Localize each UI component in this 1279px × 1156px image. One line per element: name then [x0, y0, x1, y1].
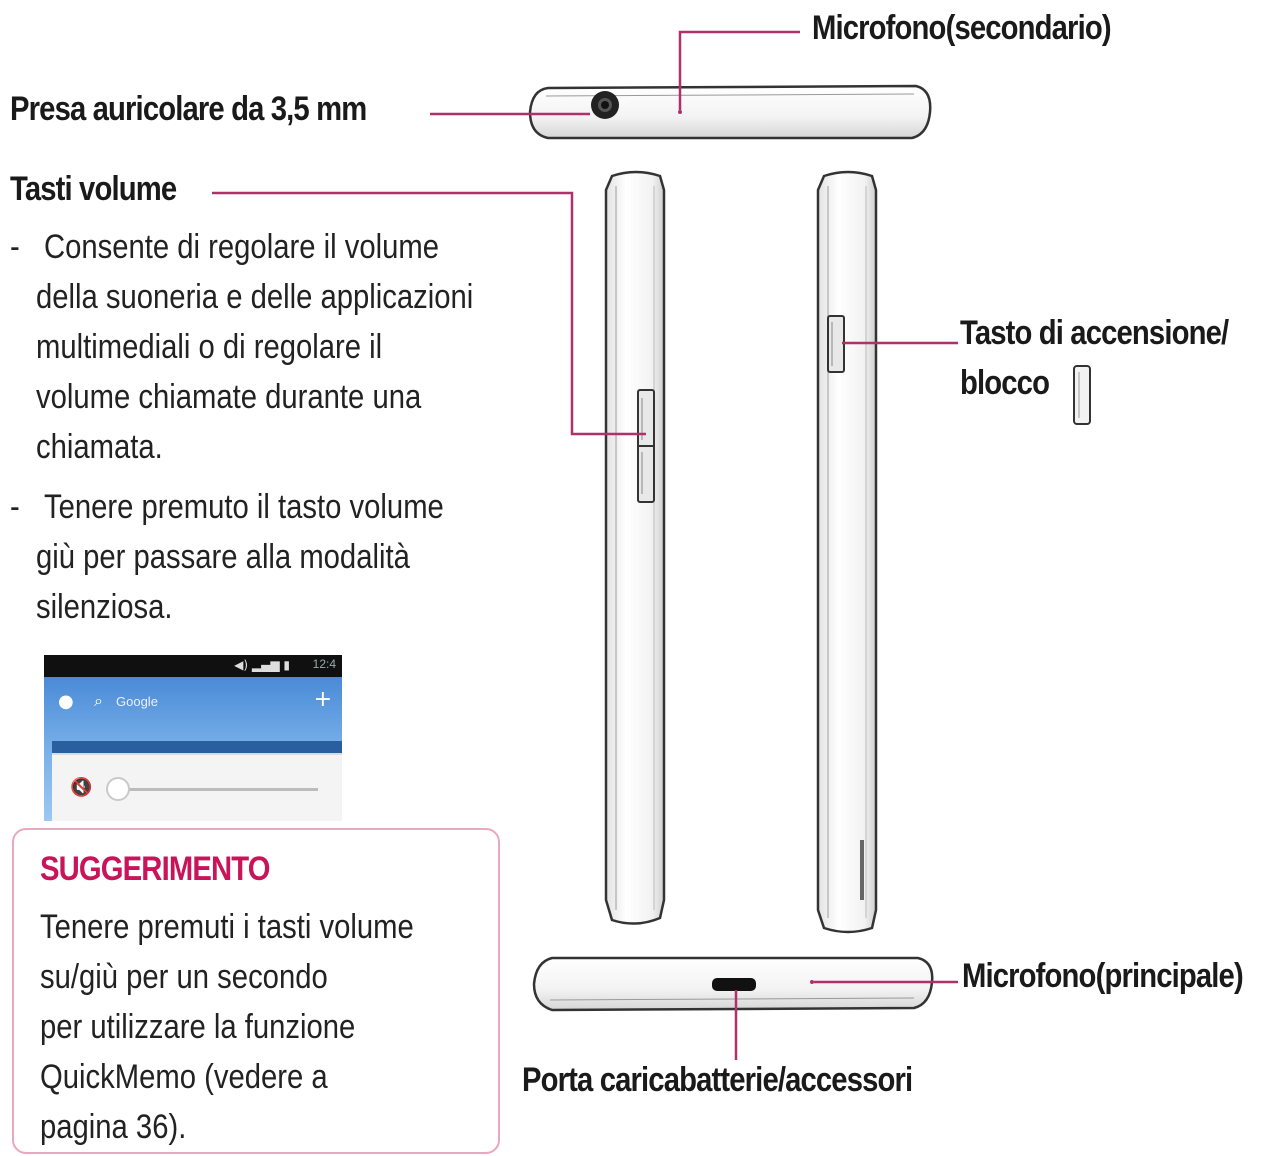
label-volume-keys: Tasti volume: [10, 170, 177, 208]
label-charger-port: Porta caricabatterie/accessori: [522, 1061, 913, 1099]
phone-left-side: [606, 172, 664, 924]
tip-line-5: pagina 36).: [40, 1108, 187, 1146]
bullet1-line-2: della suoneria e delle applicazioni: [36, 278, 474, 316]
bullet1-line-4: volume chiamate durante una: [36, 378, 422, 416]
search-placeholder: Google: [116, 694, 158, 709]
bullet1-line-3: multimediali o di regolare il: [36, 328, 383, 366]
tip-line-4: QuickMemo (vedere a: [40, 1058, 328, 1096]
phone-top-edge: [530, 86, 930, 138]
bullet-marker-2: -: [10, 488, 20, 526]
status-time: 12:4: [312, 657, 336, 671]
phone-right-side: [818, 172, 876, 932]
label-mic-main: Microfono(principale): [962, 957, 1243, 995]
bullet1-line-5: chiamata.: [36, 428, 163, 466]
tip-title: SUGGERIMENTO: [40, 850, 270, 888]
label-mic-secondary: Microfono(secondario): [812, 9, 1111, 47]
tip-line-1: Tenere premuti i tasti volume: [40, 908, 414, 946]
search-bar: [44, 677, 342, 725]
volume-slider-track: [118, 788, 318, 791]
tip-line-3: per utilizzare la funzione: [40, 1008, 356, 1046]
bullet2-line-2: giù per passare alla modalità: [36, 538, 410, 576]
muted-speaker-icon: 🔇: [70, 777, 93, 798]
label-headset-jack: Presa auricolare da 3,5 mm: [10, 90, 367, 128]
label-power-key-line2: blocco: [960, 364, 1050, 402]
tip-line-2: su/giù per un secondo: [40, 958, 328, 996]
secondary-mic-hole-icon: [678, 110, 682, 114]
power-key-icon: [828, 316, 844, 372]
bullet-marker-1: -: [10, 228, 20, 266]
volume-panel: [52, 753, 342, 821]
volume-keys-icon: [638, 390, 654, 502]
status-bar: [44, 655, 342, 677]
main-mic-hole-icon: [810, 980, 814, 984]
volume-slider-knob: [106, 777, 130, 801]
headset-jack-icon: [591, 91, 619, 119]
bullet2-line-1: Tenere premuto il tasto volume: [44, 488, 444, 526]
bullet1-line-1: Consente di regolare il volume: [44, 228, 439, 266]
bullet2-line-3: silenziosa.: [36, 588, 173, 626]
mic-icon: ●: [58, 691, 74, 712]
power-key-legend-icon: [1074, 366, 1090, 424]
charger-port-icon: [712, 978, 756, 991]
label-power-key-line1: Tasto di accensione/: [960, 314, 1229, 352]
volume-panel-screenshot: [44, 655, 342, 821]
plus-icon: +: [313, 687, 332, 712]
search-icon: ⌕: [94, 691, 103, 710]
status-icons: ◀) ▂▄▆ ▮: [234, 658, 290, 672]
tip-box: [12, 828, 500, 1154]
